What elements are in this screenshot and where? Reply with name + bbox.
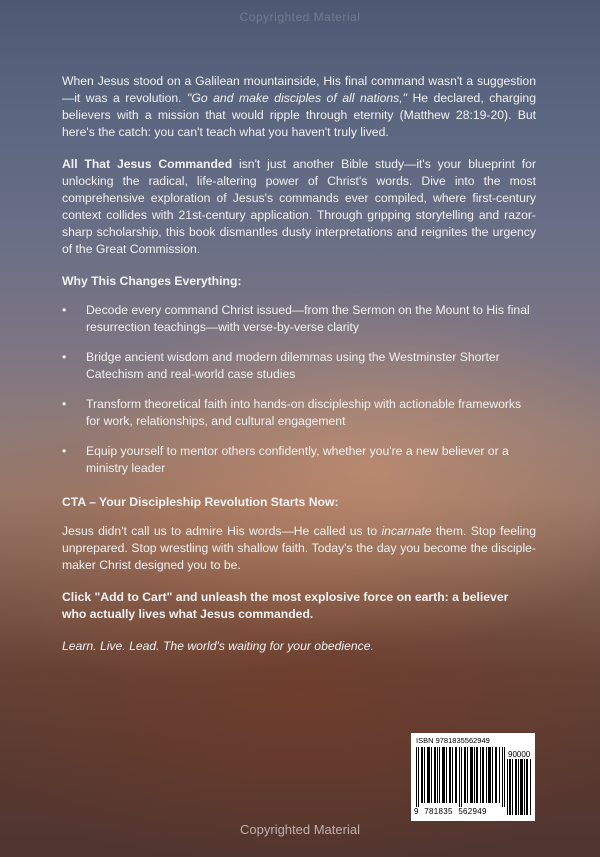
cta-bold-line: Click "Add to Cart" and unleash the most explosive force on earth: a believer who actually lives what Jesus commanded. <box>62 590 509 621</box>
intro-quote: "Go and make disciples of all nations," <box>187 91 407 105</box>
watermark-bottom: Copyrighted Material <box>240 822 360 837</box>
benefits-list <box>62 302 536 477</box>
isbn-label: ISBN 9781835562949 <box>416 736 490 745</box>
tagline: Learn. Live. Lead. The world's waiting for your obedience. <box>62 639 374 653</box>
cta-text-1: Jesus didn't call us to admire His words—He called us to <box>62 524 382 538</box>
cta-text-2: them. Stop feeling unprepared. Stop wrestling with shallow faith. Today's the day you become the disciple-maker Christ designed you to be. <box>62 524 536 572</box>
isbn-digits <box>414 807 506 816</box>
isbn-digit-group: 562949 <box>458 807 487 816</box>
list-item-text: Equip yourself to mentor others confidently, whether you're a new believer or a ministry leader <box>86 444 509 475</box>
list-item-text: Bridge ancient wisdom and modern dilemmas using the Westminster Shorter Catechism and real-world case studies <box>86 350 500 381</box>
cta-emphasis: incarnate <box>381 524 432 538</box>
isbn-digit-group: 781835 <box>424 807 453 816</box>
book-title-mention: All That Jesus Commanded <box>62 157 233 171</box>
addon-barcode-bars-icon <box>507 759 532 815</box>
isbn-digit-group: 9 <box>414 807 419 816</box>
price-code: 90000 <box>508 750 531 759</box>
isbn-barcode <box>411 733 535 821</box>
list-item-text: Decode every command Christ issued—from the Sermon on the Mount to His final resurrection teachings—with verse-by-verse clarity <box>86 303 530 334</box>
cta-heading: CTA – Your Discipleship Revolution Starts Now: <box>62 495 339 509</box>
list-item <box>62 349 536 383</box>
bullet-icon: • <box>62 444 67 458</box>
list-item <box>62 302 536 336</box>
intro-text-1: When Jesus stood on a Galilean mountainside, His final command wasn't a suggestion—it was a revolution. <box>62 74 536 105</box>
bullet-icon: • <box>62 303 67 317</box>
bullet-icon: • <box>62 397 67 411</box>
list-item <box>62 443 536 477</box>
list-item-text: Transform theoretical faith into hands-on discipleship with actionable frameworks for work, relationships, and cultural engagement <box>86 397 522 428</box>
list-item <box>62 396 536 430</box>
bullet-icon: • <box>62 350 67 364</box>
why-heading: Why This Changes Everything: <box>62 274 242 288</box>
intro-text-2: He declared, charging believers with a mission that would ripple through eternity (Matthew 28:19-20). But here's the catch: you can't teach what you haven't truly lived. <box>62 91 536 139</box>
cta-paragraph <box>62 523 536 574</box>
about-body: isn't just another Bible study—it's your blueprint for unlocking the radical, life-altering power of Christ's words. Dive into the most comprehensive exploration of Jesus's commands ever compiled, where first-century context collides with 21st-century application. Through gripping storytelling and razor-sharp scholarship, this book dismantles dusty interpretations and reignites the urgency of the Great Commission. <box>62 157 536 256</box>
about-paragraph <box>62 156 536 258</box>
barcode-bars-icon <box>416 747 505 807</box>
watermark-top: Copyrighted Material <box>239 10 361 24</box>
blurb-text <box>62 73 536 670</box>
intro-paragraph <box>62 73 536 141</box>
